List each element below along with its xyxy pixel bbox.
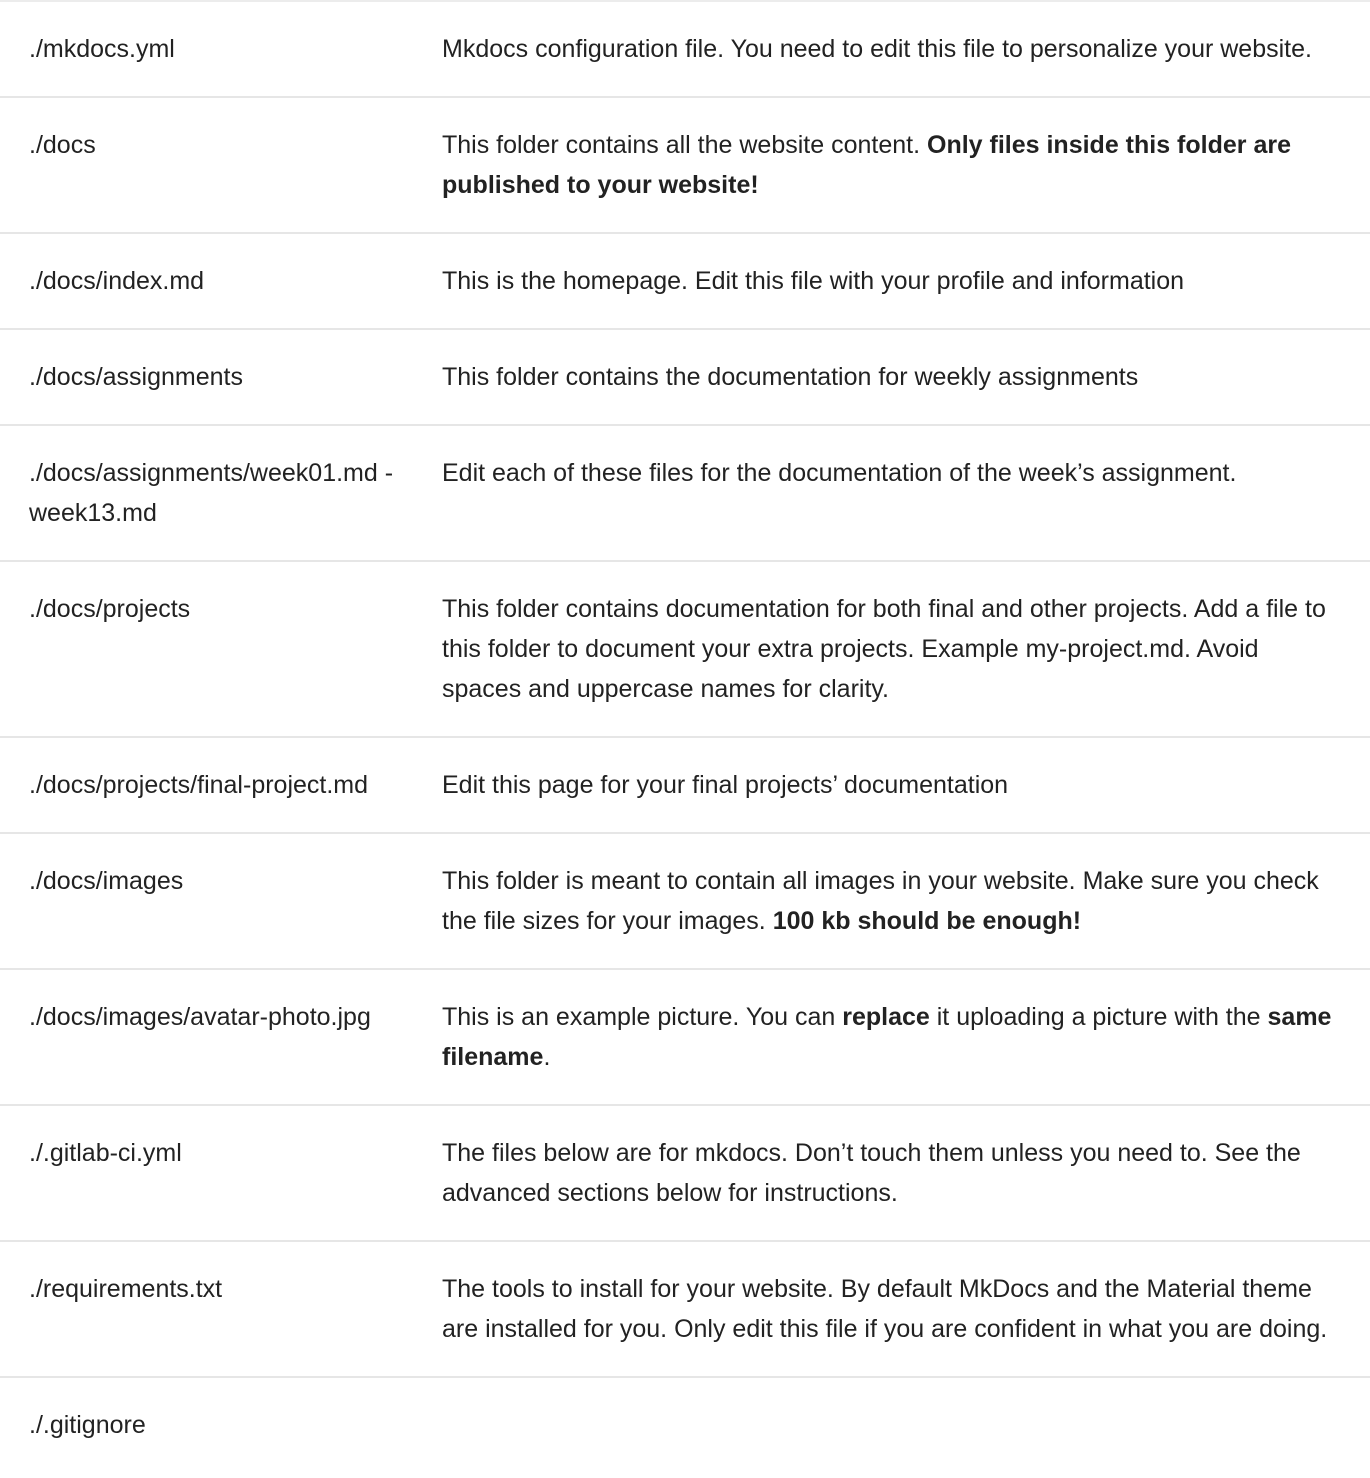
file-path-cell: ./mkdocs.yml bbox=[29, 35, 175, 63]
table-row bbox=[0, 98, 1370, 234]
description-text: This folder contains the documentation for weekly assignments bbox=[442, 363, 1139, 391]
table-row bbox=[0, 834, 1370, 970]
description-text: The files below are for mkdocs. Don’t touch them unless you need to. See the advanced sections below for instructions. bbox=[442, 1139, 1301, 1207]
description-cell bbox=[442, 98, 1370, 232]
table-row bbox=[0, 1378, 1370, 1472]
file-path-cell: ./docs/images/avatar-photo.jpg bbox=[29, 1003, 371, 1031]
description-cell bbox=[442, 426, 1370, 560]
file-path-cell: ./docs bbox=[29, 131, 96, 159]
description-text: Mkdocs configuration file. You need to edit this file to personalize your website. bbox=[442, 35, 1312, 63]
file-path-cell: ./docs/projects bbox=[29, 595, 191, 623]
file-path-cell: ./requirements.txt bbox=[29, 1275, 223, 1303]
description-cell bbox=[442, 1106, 1370, 1240]
description-cell bbox=[442, 562, 1370, 736]
description-text: . bbox=[543, 1043, 551, 1071]
table-row bbox=[0, 2, 1370, 98]
file-path-cell: ./docs/assignments/week01.md - week13.md bbox=[29, 459, 394, 527]
description-text: This folder contains documentation for both final and other projects. Add a file to this folder to document your extra projects. Example my-project.md. Avoid spaces and uppercase names for clarity. bbox=[442, 595, 1326, 703]
description-cell bbox=[442, 234, 1370, 328]
table-row bbox=[0, 970, 1370, 1106]
file-path-cell: ./docs/images bbox=[29, 867, 184, 895]
table-row bbox=[0, 330, 1370, 426]
description-cell bbox=[442, 834, 1370, 968]
description-bold-text: 100 kb should be enough! bbox=[772, 907, 1082, 935]
description-cell bbox=[442, 2, 1370, 96]
description-bold-text: same filename bbox=[442, 1003, 1332, 1071]
description-text: it uploading a picture with the bbox=[929, 1003, 1268, 1031]
description-cell bbox=[442, 970, 1370, 1104]
description-text: The tools to install for your website. By default MkDocs and the Material theme are installed for you. Only edit this file if you are confident in what you are doing. bbox=[442, 1275, 1328, 1343]
description-cell bbox=[442, 330, 1370, 424]
description-text: This is the homepage. Edit this file with your profile and information bbox=[442, 267, 1185, 295]
description-text: This is an example picture. You can bbox=[442, 1003, 843, 1031]
description-bold-text: replace bbox=[842, 1003, 930, 1031]
file-path-cell: ./docs/assignments bbox=[29, 363, 243, 391]
description-text: This folder contains all the website content. bbox=[442, 131, 927, 159]
table-row bbox=[0, 738, 1370, 834]
table-row bbox=[0, 562, 1370, 738]
file-path-cell: ./.gitignore bbox=[29, 1411, 146, 1439]
table-row bbox=[0, 1106, 1370, 1242]
file-path-cell: ./docs/index.md bbox=[29, 267, 205, 295]
file-path-cell: ./docs/projects/final-project.md bbox=[29, 771, 369, 799]
description-text: Edit this page for your final projects’ documentation bbox=[442, 771, 1009, 799]
table-row bbox=[0, 234, 1370, 330]
description-cell bbox=[442, 1242, 1370, 1376]
table-row bbox=[0, 426, 1370, 562]
description-text: This folder is meant to contain all images in your website. Make sure you check the file sizes for your images. bbox=[442, 867, 1319, 935]
table-row bbox=[0, 1242, 1370, 1378]
description-text: Edit each of these files for the documentation of the week’s assignment. bbox=[442, 459, 1237, 487]
file-path-cell: ./.gitlab-ci.yml bbox=[29, 1139, 182, 1167]
description-cell bbox=[442, 1378, 1370, 1472]
description-bold-text: Only files inside this folder are published to your website! bbox=[442, 131, 1291, 199]
description-cell bbox=[442, 738, 1370, 832]
